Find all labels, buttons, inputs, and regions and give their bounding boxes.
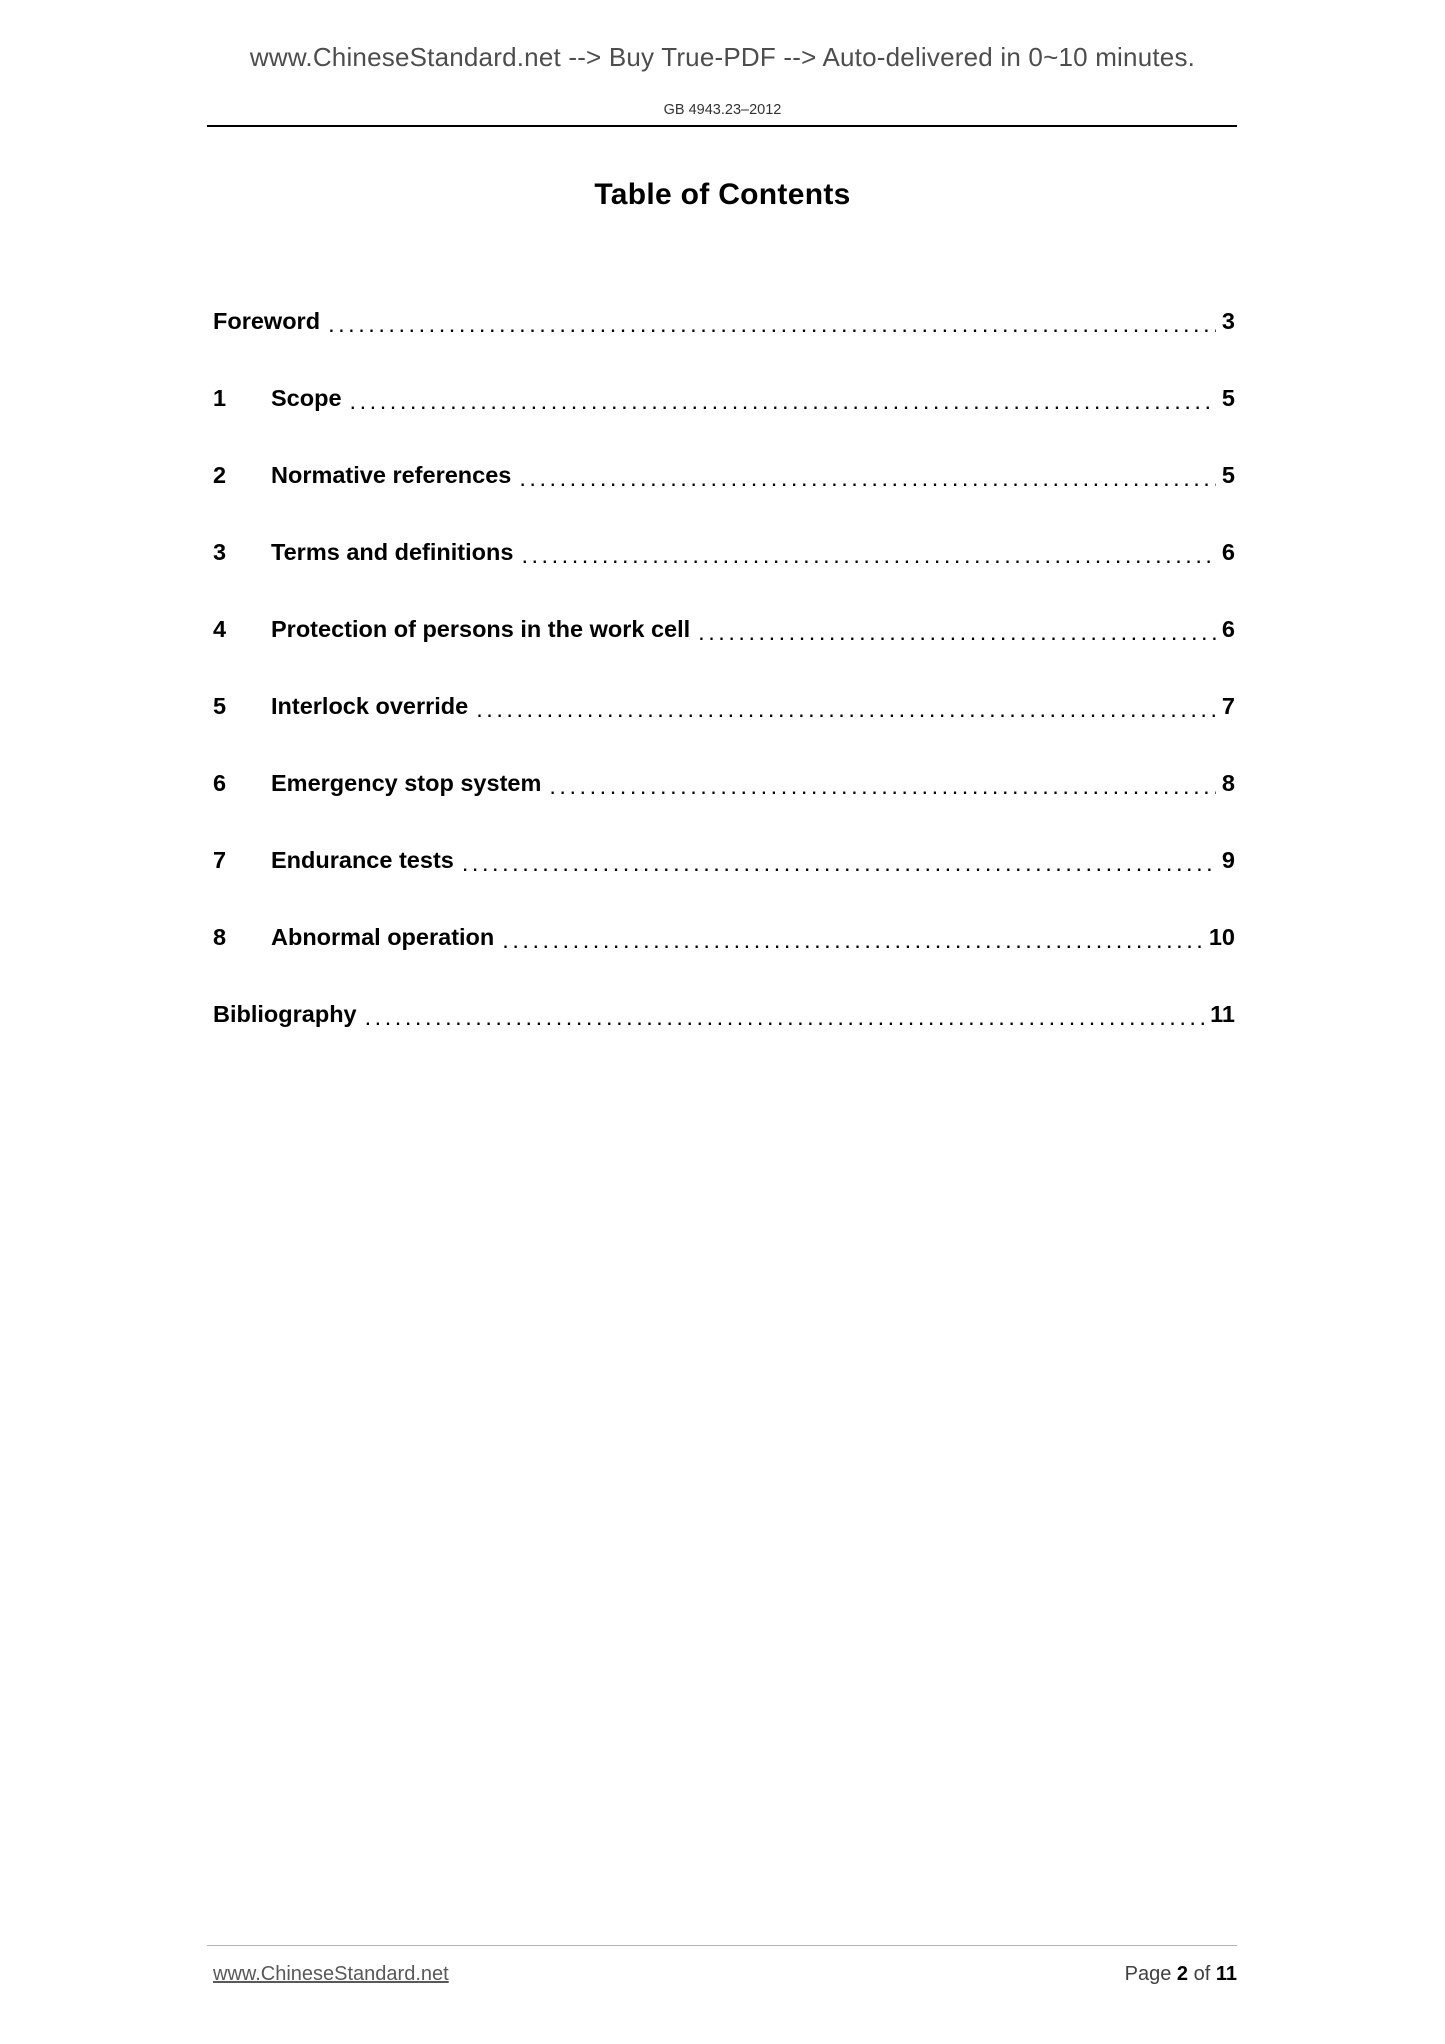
toc-leader-dots bbox=[350, 389, 1216, 412]
toc-entry-label: Scope bbox=[271, 385, 342, 411]
toc-entry-number: 2 bbox=[213, 462, 227, 488]
toc-entry-bibliography[interactable] bbox=[213, 951, 1235, 1028]
toc-entry-label: Abnormal operation bbox=[271, 924, 495, 950]
toc-leader-dots bbox=[328, 312, 1216, 335]
toc-entry-number: 7 bbox=[213, 847, 227, 873]
standard-code: GB 4943.23–2012 bbox=[663, 102, 782, 118]
toc-leader-dots bbox=[519, 466, 1216, 489]
footer-page-middle: of bbox=[1193, 1963, 1211, 1985]
promo-banner: www.ChineseStandard.net --> Buy True-PDF --> Auto-delivered in 0~10 minutes. bbox=[249, 42, 1196, 72]
toc-entry-scope[interactable] bbox=[213, 335, 1235, 412]
toc-entry-page: 7 bbox=[1221, 693, 1235, 719]
toc-entry-interlock-override[interactable] bbox=[213, 643, 1235, 720]
toc-leader-dots bbox=[549, 774, 1216, 797]
toc-entry-page: 5 bbox=[1221, 385, 1235, 411]
toc-entry-endurance-tests[interactable] bbox=[213, 797, 1235, 874]
toc-entry-foreword[interactable] bbox=[213, 258, 1235, 335]
toc-entry-number: 1 bbox=[213, 385, 227, 411]
toc-entry-number: 5 bbox=[213, 693, 227, 719]
toc-entry-number: 4 bbox=[213, 616, 227, 642]
toc-leader-dots bbox=[365, 1005, 1205, 1028]
toc-entry-page: 11 bbox=[1210, 1001, 1235, 1027]
toc-entry-page: 6 bbox=[1221, 539, 1235, 565]
footer-page-prefix: Page bbox=[1124, 1963, 1172, 1985]
toc-entry-page: 6 bbox=[1221, 616, 1235, 642]
toc-entry-normative-references[interactable] bbox=[213, 412, 1235, 489]
toc-entry-page: 8 bbox=[1221, 770, 1235, 796]
footer-divider bbox=[207, 1945, 1237, 1946]
toc-leader-dots bbox=[462, 851, 1216, 874]
toc-entry-terms-and-definitions[interactable] bbox=[213, 489, 1235, 566]
toc-leader-dots bbox=[698, 620, 1216, 643]
toc-entry-label: Terms and definitions bbox=[271, 539, 514, 565]
toc-entry-label: Normative references bbox=[271, 462, 512, 488]
toc-entry-page: 5 bbox=[1221, 462, 1235, 488]
footer-site-link[interactable]: www.ChineseStandard.net bbox=[213, 1963, 449, 1985]
toc-entry-page: 9 bbox=[1221, 847, 1235, 873]
toc-entry-label: Protection of persons in the work cell bbox=[271, 616, 691, 642]
footer-page-current: 2 bbox=[1176, 1963, 1189, 1985]
toc-entry-number: 8 bbox=[213, 924, 227, 950]
toc-entry-label: Emergency stop system bbox=[271, 770, 542, 796]
page-title: Table of Contents bbox=[594, 178, 851, 211]
toc-leader-dots bbox=[521, 543, 1215, 566]
toc-entry-label: Endurance tests bbox=[271, 847, 454, 873]
toc-entry-page: 10 bbox=[1208, 924, 1235, 950]
toc-entry-label: Interlock override bbox=[271, 693, 469, 719]
footer-page-total: 11 bbox=[1215, 1963, 1237, 1985]
toc-leader-dots bbox=[502, 928, 1203, 951]
toc-entry-label: Bibliography bbox=[213, 1001, 357, 1027]
toc-entry-number: 3 bbox=[213, 539, 227, 565]
toc-entry-page: 3 bbox=[1221, 308, 1235, 334]
toc-entry-label: Foreword bbox=[213, 308, 321, 334]
table-of-contents bbox=[213, 258, 1235, 1028]
toc-leader-dots bbox=[476, 697, 1216, 720]
footer-page-indicator bbox=[1125, 1963, 1237, 1986]
toc-entry-protection-of-persons[interactable] bbox=[213, 566, 1235, 643]
header-divider bbox=[207, 125, 1237, 127]
toc-entry-emergency-stop-system[interactable] bbox=[213, 720, 1235, 797]
toc-entry-number: 6 bbox=[213, 770, 227, 796]
toc-entry-abnormal-operation[interactable] bbox=[213, 874, 1235, 951]
